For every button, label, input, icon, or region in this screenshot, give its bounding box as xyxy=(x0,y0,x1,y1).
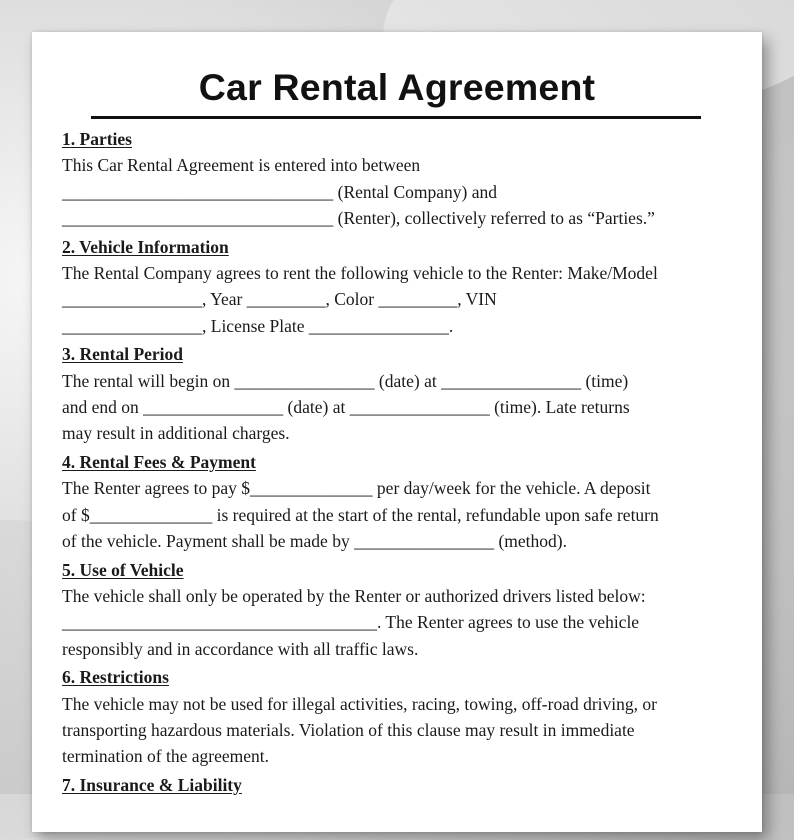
section-heading: 6. Restrictions xyxy=(62,667,169,688)
section-use-of-vehicle xyxy=(62,557,742,663)
section-heading: 5. Use of Vehicle xyxy=(62,559,184,580)
body-line: The vehicle may not be used for illegal activities, racing, towing, off-road driving, or xyxy=(62,693,657,714)
body-line: of the vehicle. Payment shall be made by ________________ (method). xyxy=(62,531,567,552)
section-heading: 3. Rental Period xyxy=(62,344,184,365)
body-line: of $______________ is required at the start of the rental, refundable upon safe return xyxy=(62,504,659,525)
section-heading: 1. Parties xyxy=(62,129,132,149)
section-heading: 7. Insurance & Liability xyxy=(62,774,242,795)
body-line: and end on ________________ (date) at ________________ (time). Late returns xyxy=(62,397,630,418)
section-vehicle-information xyxy=(62,234,742,340)
section-heading: 4. Rental Fees & Payment xyxy=(62,451,256,472)
section-insurance-liability xyxy=(62,772,742,798)
body-line: termination of the agreement. xyxy=(62,746,270,767)
body-line: may result in additional charges. xyxy=(62,423,290,444)
body-line: The Renter agrees to pay $______________ per day/week for the vehicle. A deposit xyxy=(62,478,651,499)
body-line: The Rental Company agrees to rent the following vehicle to the Renter: Make/Model xyxy=(62,263,658,284)
section-rental-fees-payment xyxy=(62,449,742,555)
body-line: ________________, Year _________, Color _________, VIN xyxy=(62,289,497,310)
section-restrictions xyxy=(62,664,742,770)
body-line: transporting hazardous materials. Violation of this clause may result in immediate xyxy=(62,719,635,740)
body-line: ____________________________________. The Renter agrees to use the vehicle xyxy=(62,612,640,633)
title-underline xyxy=(91,116,701,119)
document-title: Car Rental Agreement xyxy=(198,66,596,108)
section-heading: 2. Vehicle Information xyxy=(62,236,229,257)
body-line: responsibly and in accordance with all traffic laws. xyxy=(62,638,419,659)
body-line: _______________________________ (Renter), collectively referred to as “Parties.” xyxy=(62,208,655,229)
body-line: The rental will begin on ________________ (date) at ________________ (time) xyxy=(62,370,629,391)
body-line: _______________________________ (Rental Company) and xyxy=(62,181,498,202)
document-body xyxy=(62,126,742,798)
section-parties xyxy=(62,126,742,232)
section-rental-period xyxy=(62,341,742,447)
body-line: ________________, License Plate ________________. xyxy=(62,315,454,336)
body-line: This Car Rental Agreement is entered into between xyxy=(62,155,421,176)
body-line: The vehicle shall only be operated by the Renter or authorized drivers listed below: xyxy=(62,585,646,606)
document-page xyxy=(32,32,762,832)
